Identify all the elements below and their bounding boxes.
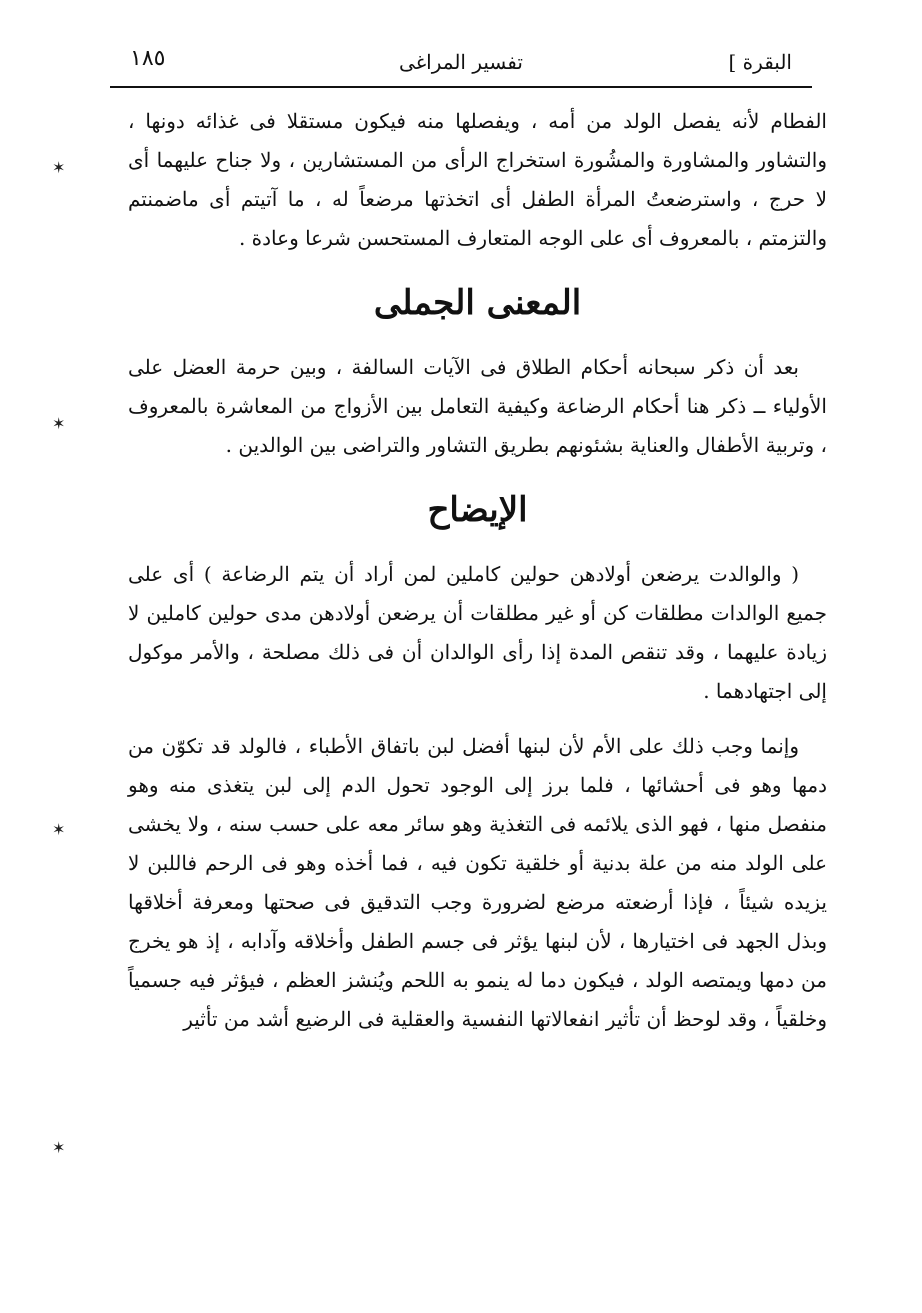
page-number: ١٨٥ (130, 46, 166, 71)
scan-speck: ✶ (52, 414, 66, 433)
section-heading-explanation: الإيضاح (427, 490, 528, 530)
summary-paragraph: بعد أن ذكر سبحانه أحكام الطلاق فى الآيات السالفة ، وبين حرمة العضل على الأولياء ــ ذكر هنا أحكام الرضاعة وكيفية التعامل بين الأزواج من المعاشرة بالمعروف ، وتربية الأطفال والعناية بشئونهم بطريق التشاور والتراضى بين الوالدين . (128, 355, 827, 457)
explanation-paragraph-1: ( والوالدت يرضعن أولادهن حولين كاملين لمن أراد أن يتم الرضاعة ) أى على جميع الوالدات مطلقات كن أو غير مطلقات أن يرضعن أولادهن مدى حولين كاملين لا زيادة عليهما ، وقد تنقص المدة إذا رأى الوالدان أن فى ذلك مصلحة ، والأمر موكول إلى اجتهادهما . (128, 562, 827, 703)
sura-name: البقرة ] (728, 50, 792, 74)
vocabulary-paragraph: الفطام لأنه يفصل الولد من أمه ، ويفصلها منه فيكون مستقلا فى غذائه دونها ، والتشاور والمشاورة والمشُورة استخراج الرأى من المستشارين ، ولا جناح عليهما أى لا حرج ، واسترضعتُ المرأة الطفل أى اتخذتها مرضعاً له ، ما آتيتم أى ماضمنتم والتزمتم ، بالمعروف أى على الوجه المتعارف المستحسن شرعا وعادة . (128, 109, 827, 250)
paragraph-gap (128, 711, 827, 727)
scan-speck: ✶ (52, 1138, 66, 1157)
scan-speck: ✶ (52, 820, 66, 839)
explanation-paragraph-2: وإنما وجب ذلك على الأم لأن لبنها أفضل لبن باتفاق الأطباء ، فالولد قد تكوّن من دمها وهو فى أحشائها ، فلما برز إلى الوجود تحول الدم إلى لبن يتغذى منه وهو منفصل منها ، فهو الذى يلائمه فى التغذية وهو سائر معه على حسب سنه ، ولا يخشى على الولد منه من علة بدنية أو خلقية تكون فيه ، فما أخذه وهو فى الرحم فاللبن لا يزيده شيئاً ، فإذا أرضعته مرضع لضرورة وجب التدقيق فى صحتها ومعرفة أخلاقها وبذل الجهد فى اختيارها ، لأن لبنها يؤثر فى جسم الطفل وأخلاقه وآدابه ، إذ هو يخرج من دمها ويمتصه الولد ، فيكون دما له ينمو به اللحم ويُنشز العظم ، فيؤثر فيه جسمياً وخلقياً ، وقد لوحظ أن تأثير انفعالاتها النفسية والعقلية فى الرضيع أشد من تأثير (128, 734, 828, 1031)
section-heading-summary: المعنى الجملى (373, 283, 582, 323)
page-body (128, 102, 827, 1039)
scan-speck: ✶ (52, 158, 66, 177)
book-title: تفسير المراغى (399, 50, 523, 74)
page-header (110, 36, 812, 88)
